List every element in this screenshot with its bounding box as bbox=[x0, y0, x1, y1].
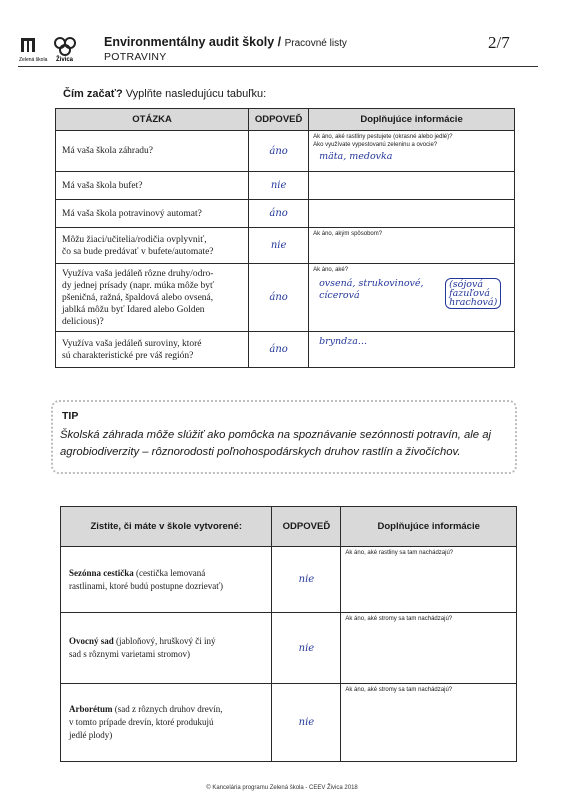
page-number: 2/7 bbox=[488, 33, 510, 52]
question-cell bbox=[56, 264, 249, 332]
answer-cell[interactable] bbox=[249, 332, 309, 368]
info-cell[interactable] bbox=[309, 131, 515, 172]
question-text: čo sa bude predávať v bufete/automate? bbox=[62, 246, 214, 257]
answer-text: nie bbox=[298, 574, 315, 585]
col-header-info: Doplňujúce informácie bbox=[309, 109, 515, 131]
table-row bbox=[56, 264, 515, 332]
answer-text: nie bbox=[298, 717, 315, 728]
intro-bold: Čím začať? bbox=[63, 88, 123, 100]
question-text: (sad z rôznych druhov drevín, bbox=[112, 704, 223, 714]
intro-rest: Vyplňte nasledujúcu tabuľku: bbox=[122, 88, 267, 100]
info-hint: Ak áno, aké rastliny pestujete (okrasné alebo jedlé)? bbox=[313, 134, 453, 140]
question-cell bbox=[61, 684, 272, 762]
question-text: pšeničná, ražná, špaldová alebo ovsená, bbox=[62, 292, 214, 303]
table-row bbox=[56, 172, 515, 200]
question-text: jablká môžu byť Idared alebo Golden bbox=[62, 304, 205, 315]
question-text: Má vaša škola bufet? bbox=[62, 180, 143, 191]
question-cell bbox=[56, 332, 249, 368]
table-row bbox=[56, 332, 515, 368]
answer-text: nie bbox=[270, 180, 287, 191]
boxed-note-line: (sójová bbox=[449, 279, 484, 290]
answer-text: áno bbox=[269, 344, 288, 355]
title-sub: Pracovné listy bbox=[284, 38, 347, 49]
table-row bbox=[61, 684, 517, 762]
question-bold: Ovocný sad bbox=[69, 636, 114, 646]
question-cell bbox=[56, 172, 249, 200]
question-text: (jabloňový, hruškový či iný bbox=[113, 636, 216, 646]
question-cell bbox=[61, 613, 272, 684]
question-text: v tomto prípade drevín, ktoré produkujú bbox=[69, 717, 214, 727]
info-cell[interactable] bbox=[341, 684, 517, 762]
answer-text: áno bbox=[269, 292, 288, 303]
question-text: Má vaša škola záhradu? bbox=[62, 146, 154, 156]
col-header-answer: ODPOVEĎ bbox=[249, 109, 309, 131]
question-text: delicious)? bbox=[62, 316, 104, 327]
boxed-note bbox=[445, 278, 501, 309]
info-note: mäta, medovka bbox=[319, 151, 393, 162]
question-text: sad s rôznymi varietami stromov) bbox=[69, 649, 190, 659]
question-text: Môžu žiaci/učitelia/rodičia ovplyvniť, bbox=[62, 234, 207, 245]
info-hint: Ak áno, aké? bbox=[313, 267, 349, 273]
question-bold: Sezónna cestička bbox=[69, 567, 134, 578]
question-cell bbox=[61, 547, 272, 613]
info-cell[interactable] bbox=[341, 547, 517, 613]
answer-text: nie bbox=[270, 240, 287, 251]
title-text: Environmentálny audit školy / bbox=[104, 35, 282, 49]
col-header-info: Doplňujúce informácie bbox=[341, 507, 517, 547]
col-header-answer: ODPOVEĎ bbox=[272, 507, 341, 547]
answer-cell[interactable] bbox=[272, 613, 341, 684]
answer-cell[interactable] bbox=[272, 547, 341, 613]
question-cell bbox=[56, 131, 249, 172]
question-text: Využíva vaša jedáleň rôzne druhy/odro- bbox=[62, 268, 214, 279]
table-row bbox=[56, 200, 515, 228]
table-header-row bbox=[56, 109, 515, 131]
question-text: (cestička lemovaná bbox=[133, 567, 206, 578]
answer-text: áno bbox=[269, 145, 288, 157]
logo-text-right: Živica bbox=[56, 57, 74, 63]
info-hint: Ak áno, aké stromy sa tam nachádzajú? bbox=[345, 687, 453, 693]
zelena-skola-zivica-logo bbox=[18, 36, 88, 64]
info-hint: Ako využívate vypestovanú zeleninu a ovocie? bbox=[313, 142, 438, 148]
question-cell bbox=[56, 228, 249, 264]
info-cell[interactable] bbox=[309, 172, 515, 200]
question-text: sú charakteristické pre váš región? bbox=[62, 350, 194, 361]
section-intro bbox=[63, 88, 266, 100]
question-cell bbox=[56, 200, 249, 228]
info-cell[interactable] bbox=[309, 332, 515, 368]
info-cell[interactable] bbox=[309, 264, 515, 332]
table-row bbox=[56, 228, 515, 264]
info-note: ovsená, strukovinové, cícerová bbox=[319, 278, 424, 301]
question-text: Má vaša škola potravinový automat? bbox=[62, 208, 202, 219]
answer-cell[interactable] bbox=[249, 200, 309, 228]
boxed-note-line: hrachová) bbox=[449, 297, 498, 308]
table-row bbox=[61, 547, 517, 613]
question-bold: Arborétum bbox=[69, 704, 113, 714]
answer-text: áno bbox=[269, 208, 288, 219]
tip-text bbox=[60, 427, 510, 461]
answer-text: nie bbox=[298, 642, 315, 654]
header-divider bbox=[18, 66, 538, 67]
answer-cell[interactable] bbox=[249, 228, 309, 264]
answer-cell[interactable] bbox=[249, 172, 309, 200]
question-text: Využíva vaša jedáleň suroviny, ktoré bbox=[62, 338, 202, 349]
table-row bbox=[56, 131, 515, 172]
document-title bbox=[104, 35, 347, 49]
info-hint: Ak áno, aké rastliny sa tam nachádzajú? bbox=[345, 550, 454, 556]
facilities-table bbox=[60, 506, 517, 762]
answer-cell[interactable] bbox=[249, 264, 309, 332]
footer-copyright: © Kancelária programu Zelená škola - CEEV Živica 2018 bbox=[206, 785, 358, 791]
info-cell[interactable] bbox=[309, 228, 515, 264]
question-text: rastlinami, ktoré budú postupne dozrievať) bbox=[69, 580, 224, 591]
info-hint: Ak áno, aké stromy sa tam nachádzajú? bbox=[345, 616, 453, 622]
info-hint: Ak áno, akým spôsobom? bbox=[313, 231, 383, 237]
table-header-row bbox=[61, 507, 517, 547]
tip-line: Školská záhrada môže slúžiť ako pomôcka na spoznávanie sezónnosti potravín, ale aj bbox=[60, 429, 492, 441]
question-text: jedlé plody) bbox=[69, 730, 113, 740]
info-note: bryndza... bbox=[319, 336, 367, 347]
col-header-question: Zistite, či máte v škole vytvorené: bbox=[61, 507, 272, 547]
audit-table bbox=[55, 108, 515, 368]
table-row bbox=[61, 613, 517, 684]
question-text: dy jednej prísady (napr. múka môže byť bbox=[62, 280, 215, 291]
tip-line: agrobiodiverzity – rôznorodosti poľnohospodárskych druhov rastlín a živočíchov. bbox=[60, 446, 461, 458]
answer-cell[interactable] bbox=[272, 684, 341, 762]
info-cell[interactable] bbox=[309, 200, 515, 228]
boxed-note-line: fazuľová bbox=[449, 288, 490, 299]
answer-cell[interactable] bbox=[249, 131, 309, 172]
document-subtitle: POTRAVINY bbox=[104, 51, 167, 63]
tip-heading: TIP bbox=[62, 410, 79, 422]
logo-text-left: Zelená škola bbox=[19, 57, 48, 63]
col-header-question: OTÁZKA bbox=[56, 109, 249, 131]
info-cell[interactable] bbox=[341, 613, 517, 684]
